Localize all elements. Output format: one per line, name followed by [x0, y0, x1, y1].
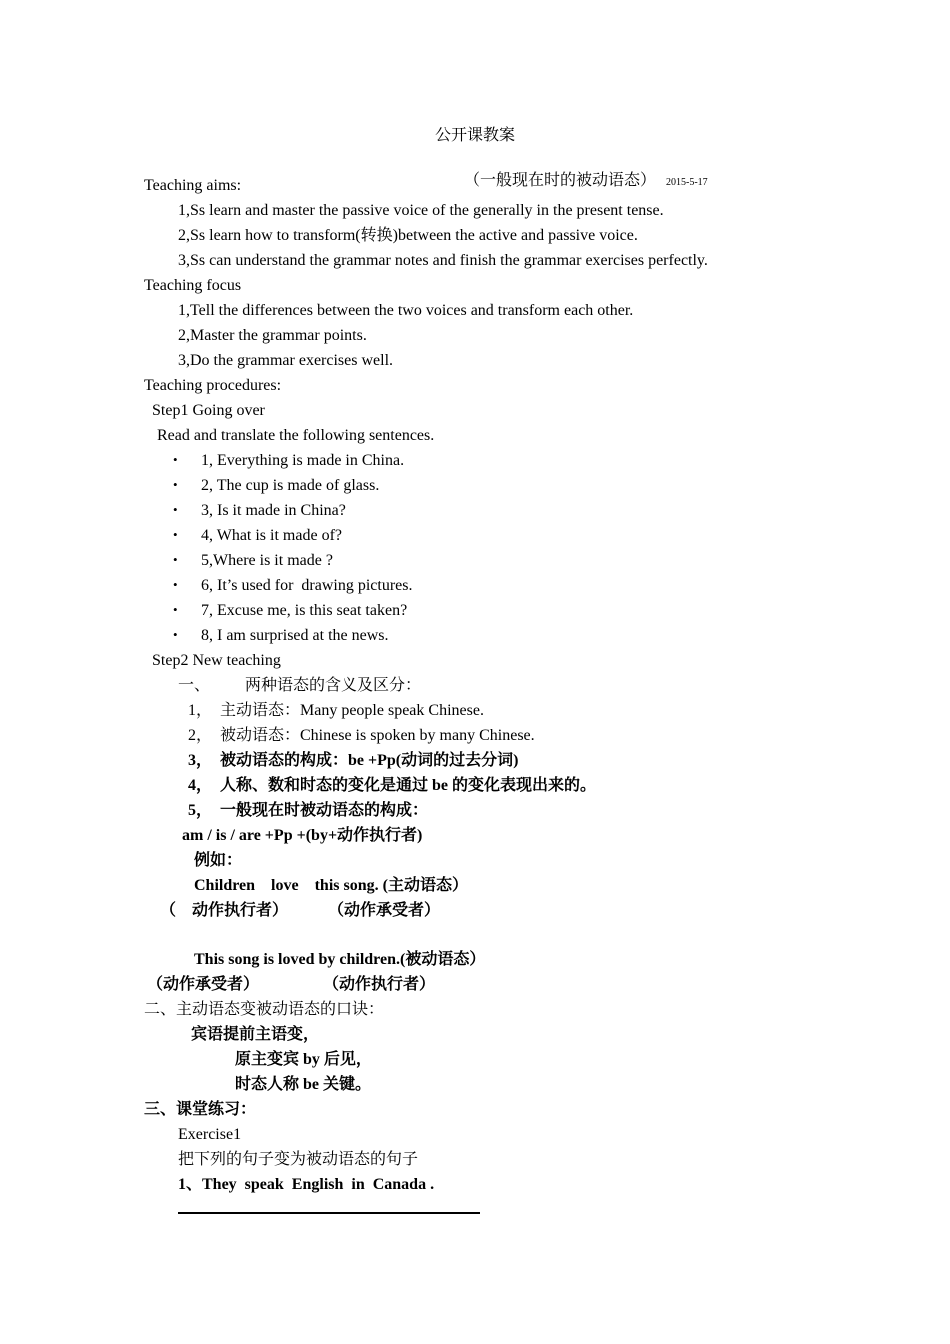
aim-item: 1,Ss learn and master the passive voice of the generally in the present tense.: [178, 202, 664, 219]
sentence-item: 7, Excuse me, is this seat taken?: [201, 602, 408, 619]
focus-item: 1,Tell the differences between the two voices and transform each other.: [178, 302, 634, 319]
bullet-icon: •: [173, 577, 178, 592]
bullet-icon: •: [173, 527, 178, 542]
aims-heading: Teaching aims:: [144, 177, 242, 194]
bullet-icon: •: [173, 627, 178, 642]
passive-formula: am / is / are +Pp +(by+动作执行者): [182, 827, 423, 844]
section2-title: 二、主动语态变被动语态的口诀：: [144, 1001, 385, 1018]
point-item: 4， 人称、数和时态的变化是通过 be 的变化表现出来的。: [188, 777, 597, 794]
section1-number: 一、: [178, 677, 211, 694]
bullet-icon: •: [173, 477, 178, 492]
sentence-item: 1, Everything is made in China.: [201, 452, 405, 469]
sentence-item: 2, The cup is made of glass.: [201, 477, 380, 494]
subtitle-text: （一般现在时的被动语态）: [464, 172, 657, 189]
document-title: 公开课教案: [434, 127, 515, 144]
rhyme-line: 原主变宾 by 后见，: [235, 1051, 372, 1068]
sentence-item: 5,Where is it made ?: [201, 552, 333, 569]
exercise-title: Exercise1: [178, 1126, 242, 1143]
step2-title: Step2 New teaching: [152, 652, 281, 669]
passive-example: This song is loved by children.(被动语态）: [194, 951, 486, 968]
focus-heading: Teaching focus: [144, 277, 242, 294]
sentence-item: 3, Is it made in China?: [201, 502, 346, 519]
document-date: 2015-5-17: [666, 177, 708, 188]
bullet-icon: •: [173, 552, 178, 567]
exercise-question: 1、They speak English in Canada .: [178, 1176, 435, 1193]
answer-blank-line: [178, 1212, 480, 1214]
example-label: 例如：: [194, 852, 243, 869]
sentence-item: 8, I am surprised at the news.: [201, 627, 389, 644]
step1-instruction: Read and translate the following sentences.: [157, 427, 435, 444]
active-roles: （ 动作执行者） （动作承受者）: [160, 902, 441, 919]
step1-title: Step1 Going over: [152, 402, 265, 419]
section3-title: 三、课堂练习：: [144, 1101, 257, 1118]
point-item: 3， 被动语态的构成：be +Pp(动词的过去分词): [188, 752, 519, 769]
point-item: 5， 一般现在时被动语态的构成：: [188, 802, 429, 819]
rhyme-line: 时态人称 be 关键。: [235, 1076, 372, 1093]
passive-roles: （动作承受者） （动作执行者）: [147, 976, 436, 993]
procedures-heading: Teaching procedures:: [144, 377, 282, 394]
bullet-icon: •: [173, 602, 178, 617]
aim-item: 2,Ss learn how to transform(转换)between the active and passive voice.: [178, 227, 638, 244]
sentence-item: 4, What is it made of?: [201, 527, 342, 544]
bullet-icon: •: [173, 452, 178, 467]
focus-item: 2,Master the grammar points.: [178, 327, 367, 344]
bullet-icon: •: [173, 502, 178, 517]
sentence-item: 6, It’s used for drawing pictures.: [201, 577, 413, 594]
focus-item: 3,Do the grammar exercises well.: [178, 352, 394, 369]
aim-item: 3,Ss can understand the grammar notes and finish the grammar exercises perfectly.: [178, 252, 708, 269]
section1-title: 两种语态的含义及区分：: [245, 677, 422, 694]
exercise-instruction: 把下列的句子变为被动语态的句子: [178, 1151, 419, 1168]
active-example: Children love this song. (主动语态）: [194, 877, 468, 894]
rhyme-line: 宾语提前主语变，: [191, 1026, 320, 1043]
point-item: 2， 被动语态：Chinese is spoken by many Chinese.: [188, 727, 535, 744]
point-item: 1， 主动语态：Many people speak Chinese.: [188, 702, 484, 719]
